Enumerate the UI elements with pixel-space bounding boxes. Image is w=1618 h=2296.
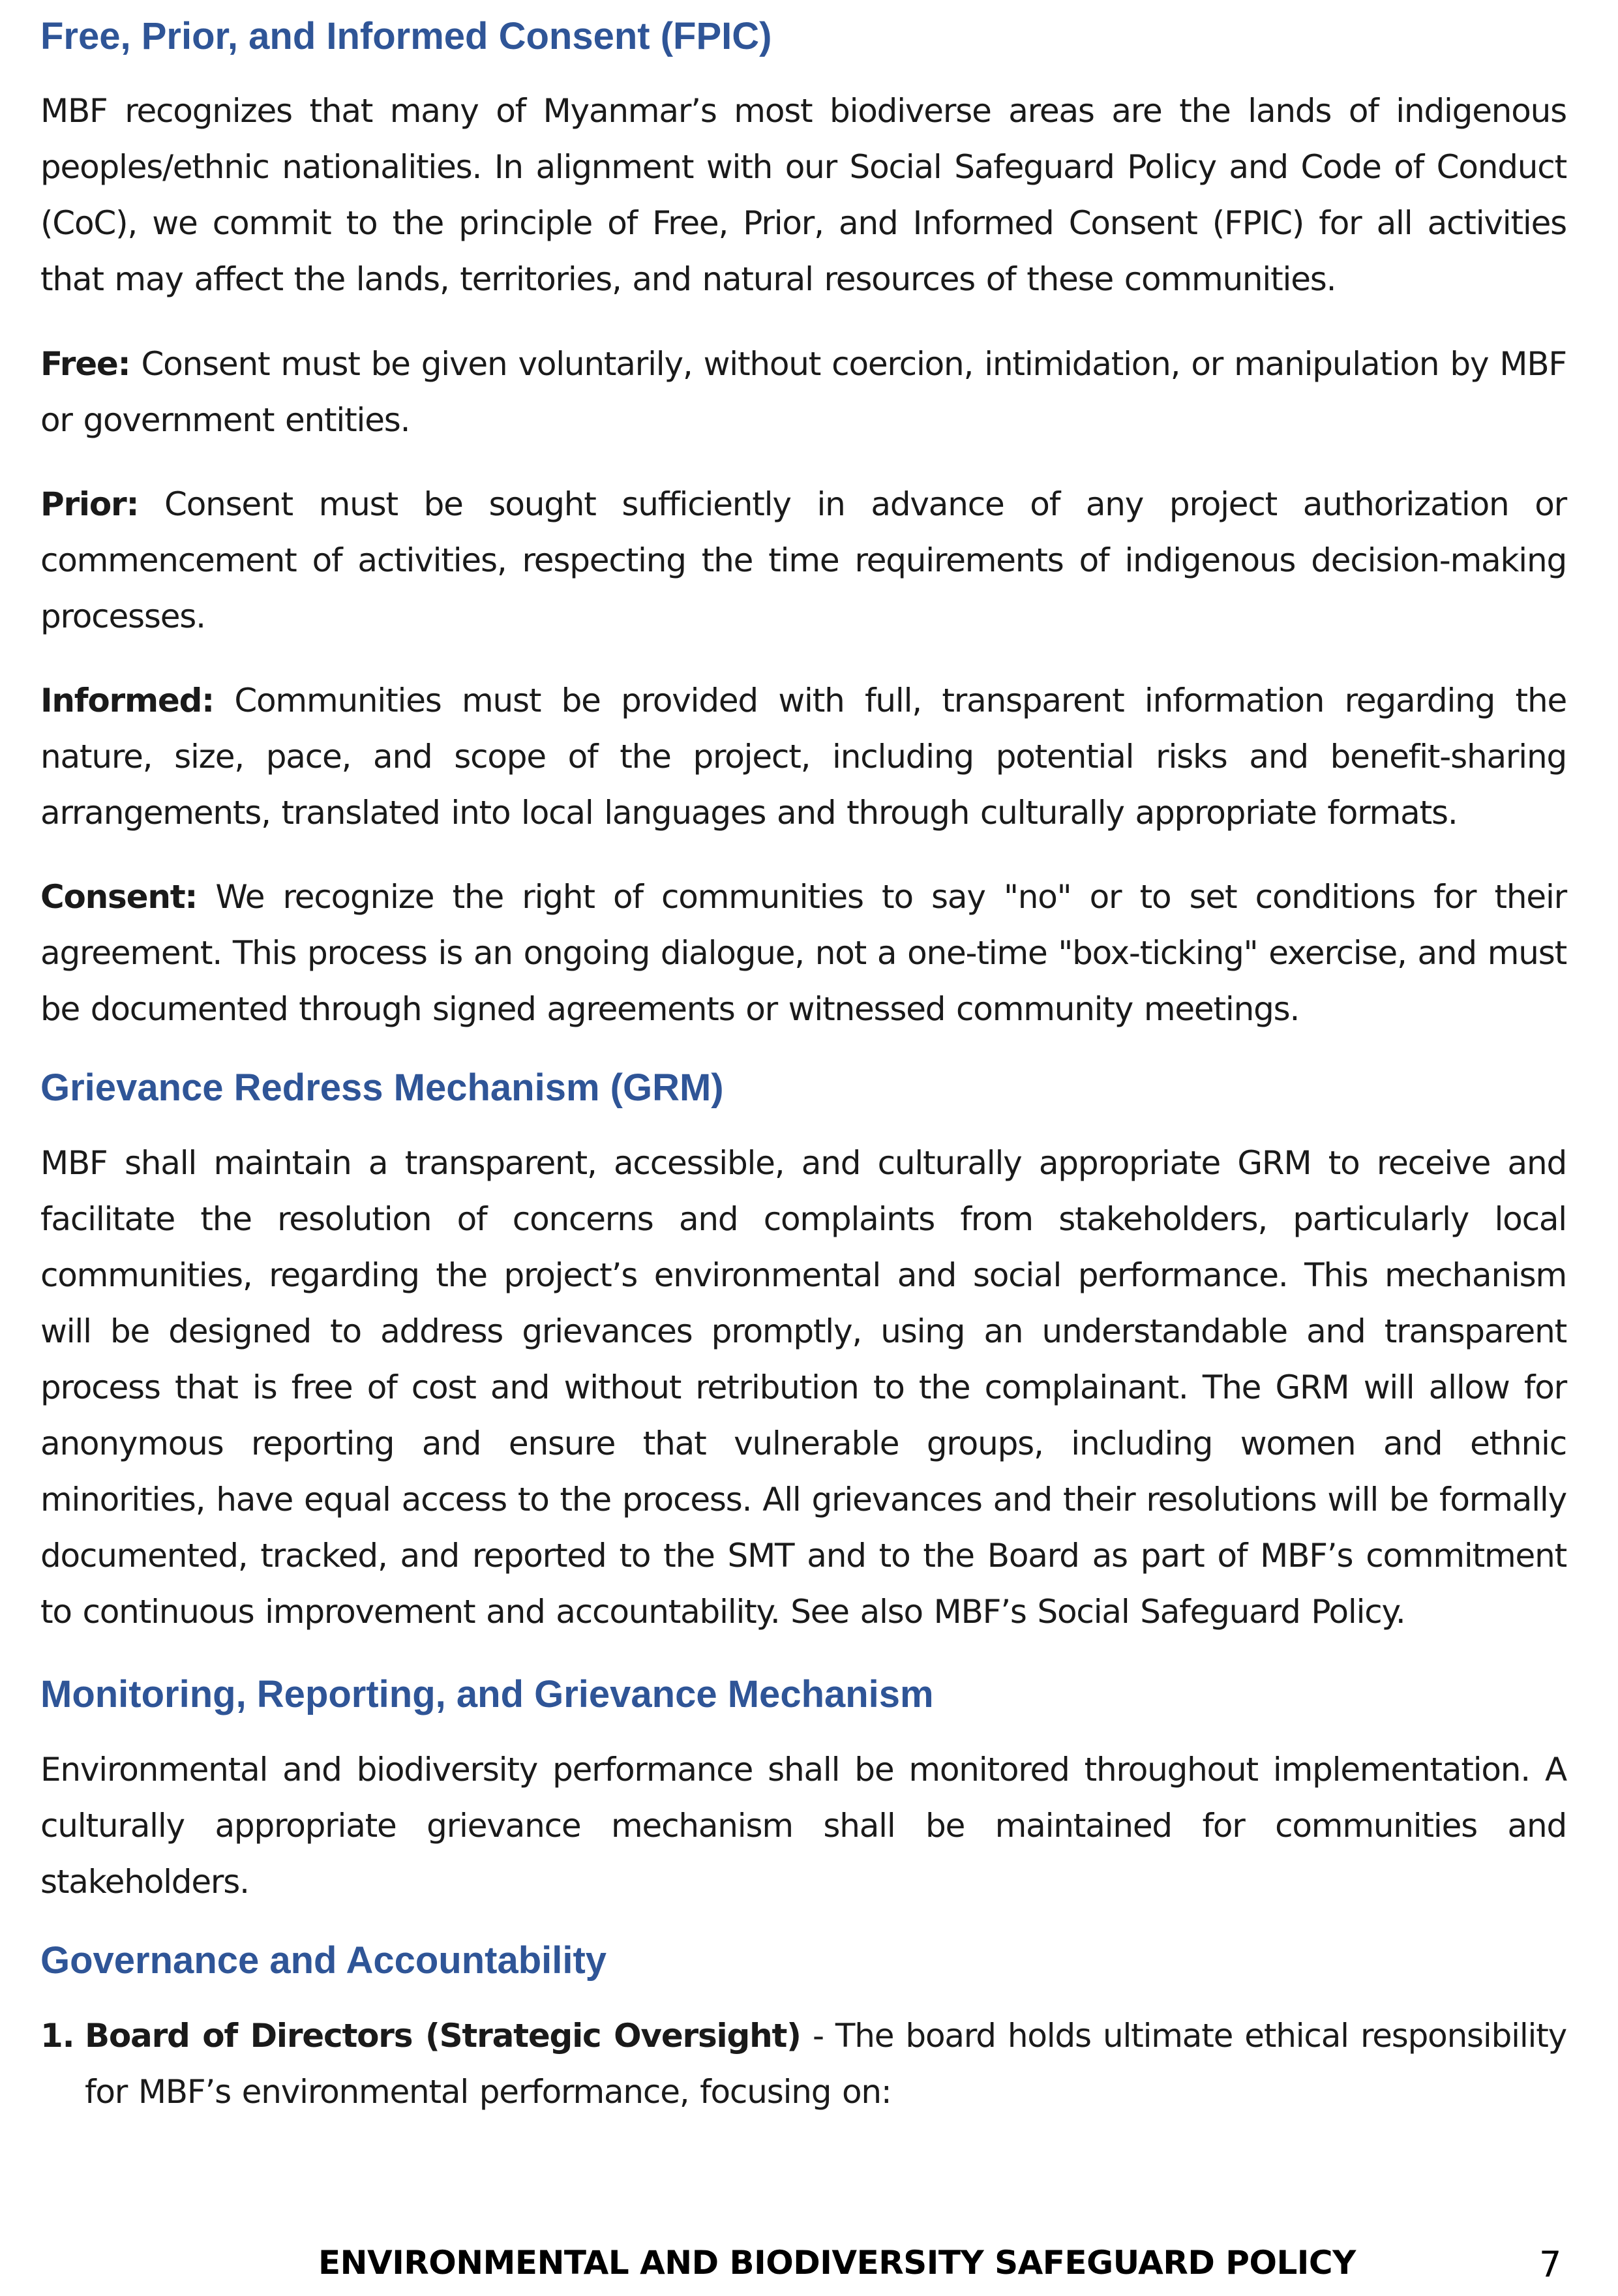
definition-prior-text: Consent must be sought sufficiently in advance of any project authorization or commencement of activities, respecting the time requirements of indigenous decision-making processes. bbox=[40, 485, 1566, 635]
definition-informed-text: Communities must be provided with full, transparent information regarding the nature, size, pace, and scope of the project, including potential risks and benefit-sharing arrangements, translated into local languages and through culturally appropriate formats. bbox=[40, 682, 1566, 832]
term-free: Free: bbox=[40, 345, 130, 383]
definition-free-text: Consent must be given voluntarily, without coercion, intimidation, or manipulation by MBF or government entities. bbox=[40, 345, 1566, 439]
definition-consent bbox=[40, 869, 1566, 1037]
section-heading-grm: Grievance Redress Mechanism (GRM) bbox=[40, 1066, 724, 1109]
term-prior: Prior: bbox=[40, 485, 139, 523]
section-heading-governance: Governance and Accountability bbox=[40, 1939, 607, 1982]
monitoring-paragraph: Environmental and biodiversity performance shall be monitored throughout implementation. A culturally appropriate grievance mechanism shall be maintained for communities and stakeholders. bbox=[40, 1751, 1566, 1901]
list-item-text bbox=[85, 2008, 1566, 2120]
fpic-intro-paragraph: MBF recognizes that many of Myanmar’s most biodiverse areas are the lands of indigenous peoples/ethnic nationalities. In alignment with our Social Safeguard Policy and Code of Conduct (CoC), we commit to the principle of Free, Prior, and Informed Consent (FPIC) for all activities that may affect the lands, territories, and natural resources of these communities. bbox=[40, 92, 1566, 298]
section-heading-fpic: Free, Prior, and Informed Consent (FPIC) bbox=[40, 15, 772, 57]
term-informed: Informed: bbox=[40, 682, 214, 719]
grm-paragraph: MBF shall maintain a transparent, accessible, and culturally appropriate GRM to receive and facilitate the resolution of concerns and complaints from stakeholders, particularly local communities, regarding the project’s environmental and social performance. This mechanism will be designed to address grievances promptly, using an understandable and transparent process that is free of cost and without retribution to the complainant. The GRM will allow for anonymous reporting and ensure that vulnerable groups, including women and ethnic minorities, have equal access to the process. All grievances and their resolutions will be formally documented, tracked, and reported to the SMT and to the Board as part of MBF’s commitment to continuous improvement and accountability. See also MBF’s Social Safeguard Policy. bbox=[40, 1144, 1566, 1631]
page-number: 7 bbox=[1539, 2244, 1562, 2285]
page-footer bbox=[0, 2244, 1618, 2296]
definition-free bbox=[40, 336, 1566, 448]
definition-consent-text: We recognize the right of communities to say "no" or to set conditions for their agreement. This process is an ongoing dialogue, not a one-time "box-ticking" exercise, and must be documented through signed agreements or witnessed community meetings. bbox=[40, 878, 1566, 1028]
definition-prior bbox=[40, 476, 1566, 644]
list-item-title: Board of Directors (Strategic Oversight) bbox=[85, 2017, 801, 2055]
list-item-number: 1. bbox=[40, 2017, 74, 2055]
definition-informed bbox=[40, 672, 1566, 841]
footer-title: ENVIRONMENTAL AND BIODIVERSITY SAFEGUARD POLICY bbox=[318, 2244, 1356, 2282]
section-heading-monitoring: Monitoring, Reporting, and Grievance Mechanism bbox=[40, 1673, 934, 1715]
governance-list bbox=[40, 2008, 1566, 2120]
list-item bbox=[40, 2008, 1566, 2120]
term-consent: Consent: bbox=[40, 878, 198, 916]
list-item-description: - The board holds ultimate ethical responsibility for MBF’s environmental performance, focusing on: bbox=[85, 2017, 1567, 2111]
